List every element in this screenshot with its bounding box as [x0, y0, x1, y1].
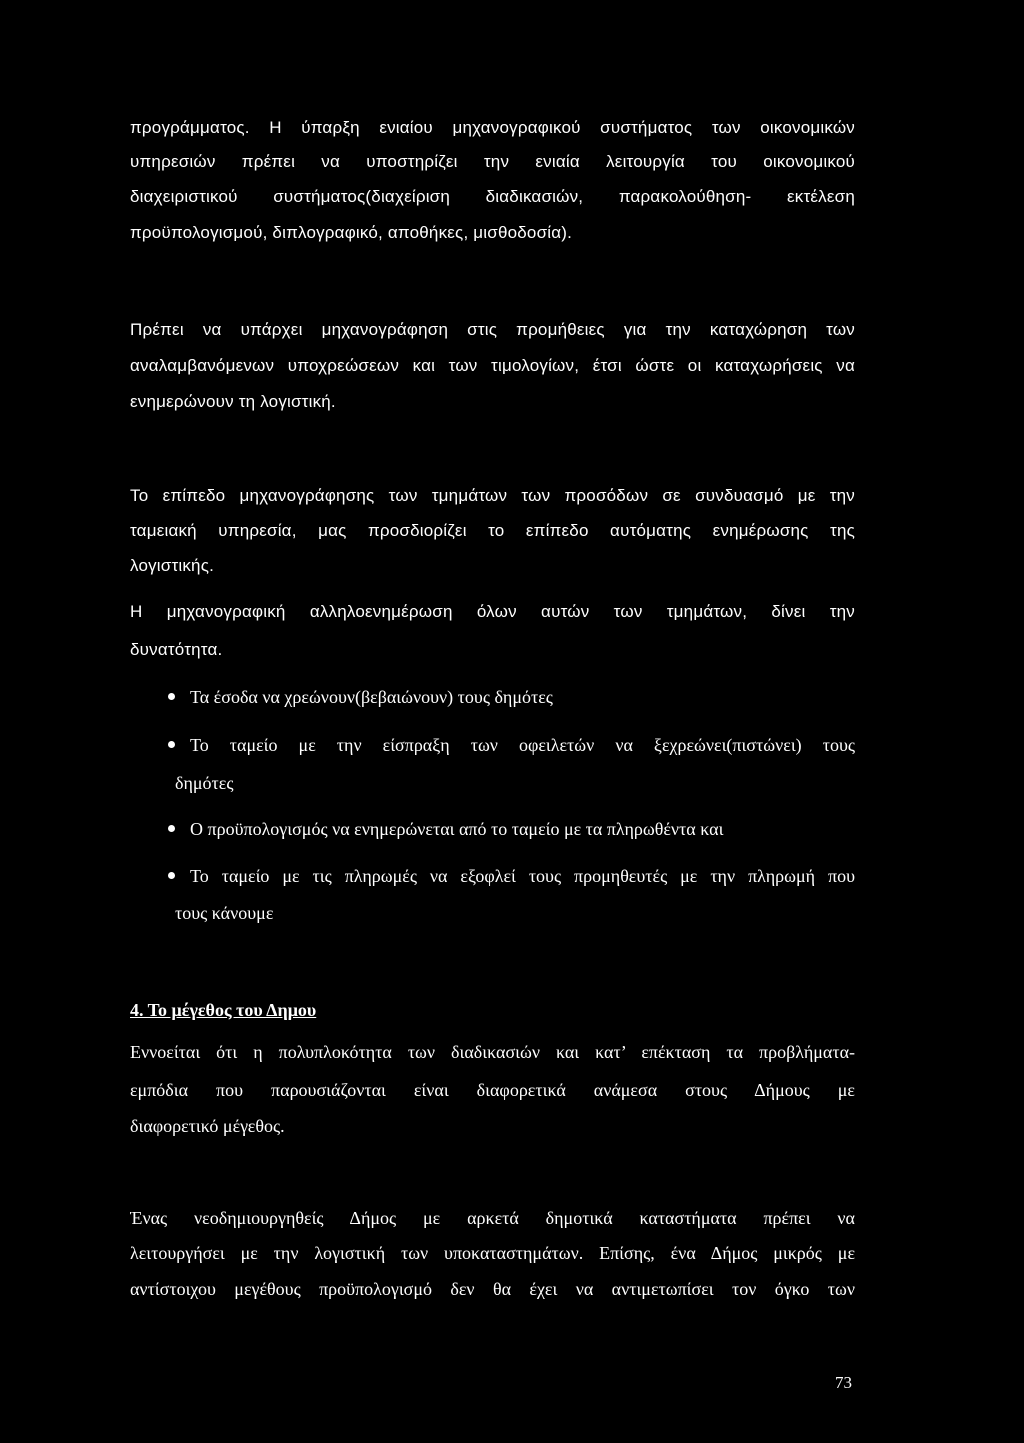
bullet-icon — [168, 693, 175, 700]
paragraph-line: Η μηχανογραφική αλληλοενημέρωση όλων αυτών των τμημάτων, δίνει την — [130, 602, 855, 621]
paragraph-line: διαχειριστικού συστήματος(διαχείριση διαδικασιών, παρακολούθηση- εκτέλεση — [130, 187, 855, 206]
paragraph-line: ταμειακή υπηρεσία, μας προσδιορίζει το επίπεδο αυτόματης ενημέρωσης της — [130, 521, 855, 540]
paragraph-line: δυνατότητα. — [130, 640, 223, 659]
section-heading: 4. Το μέγεθος του Δημου — [130, 1000, 317, 1020]
paragraph-line: Ένας νεοδημιουργηθείς Δήμος με αρκετά δημοτικά καταστήματα πρέπει να — [130, 1208, 855, 1228]
paragraph-line: Εννοείται ότι η πολυπλοκότητα των διαδικασιών και κατ’ επέκταση τα προβλήματα- — [130, 1042, 855, 1062]
paragraph-line: προϋπολογισμού, διπλογραφικό, αποθήκες, μισθοδοσία). — [130, 223, 573, 242]
list-item-text: Το ταμείο με την είσπραξη των οφειλετών να ξεχρεώνει(πιστώνει) τους — [190, 735, 855, 755]
list-item-text: Ο προϋπολογισμός να ενημερώνεται από το ταμείο με τα πληρωθέντα και — [190, 819, 724, 839]
paragraph-line: αντίστοιχου μεγέθους προϋπολογισμό δεν θα έχει να αντιμετωπίσει τον όγκο των — [130, 1279, 855, 1299]
paragraph-line: προγράμματος. Η ύπαρξη ενιαίου μηχανογραφικού συστήματος των οικονομικών — [130, 118, 855, 137]
paragraph-line: αναλαμβανόμενων υποχρεώσεων και των τιμολογίων, έτσι ώστε οι καταχωρήσεις να — [130, 356, 855, 375]
paragraph-line: Το επίπεδο μηχανογράφησης των τμημάτων των προσόδων σε συνδυασμό με την — [130, 486, 855, 505]
bullet-icon — [168, 825, 175, 832]
paragraph-line: υπηρεσιών πρέπει να υποστηρίζει την ενιαία λειτουργία του οικονομικού — [130, 152, 855, 171]
paragraph-line: λειτουργήσει με την λογιστική των υποκαταστημάτων. Επίσης, ένα Δήμος μικρός με — [130, 1243, 855, 1263]
list-item-text: τους κάνουμε — [175, 903, 274, 923]
bullet-icon — [168, 741, 175, 748]
list-item-text: δημότες — [175, 773, 234, 793]
paragraph-line: λογιστικής. — [130, 556, 215, 575]
list-item-text: Το ταμείο με τις πληρωμές να εξοφλεί τους προμηθευτές με την πληρωμή που — [190, 866, 855, 886]
paragraph-line: διαφορετικό μέγεθος. — [130, 1116, 285, 1136]
paragraph-line: ενημερώνουν τη λογιστική. — [130, 392, 336, 411]
page-number: 73 — [835, 1373, 852, 1392]
list-item-text: Τα έσοδα να χρεώνουν(βεβαιώνουν) τους δημότες — [190, 687, 553, 707]
paragraph-line: εμπόδια που παρουσιάζονται είναι διαφορετικά ανάμεσα στους Δήμους με — [130, 1080, 855, 1100]
paragraph-line: Πρέπει να υπάρχει μηχανογράφηση στις προμήθειες για την καταχώρηση των — [130, 320, 855, 339]
bullet-icon — [168, 872, 175, 879]
